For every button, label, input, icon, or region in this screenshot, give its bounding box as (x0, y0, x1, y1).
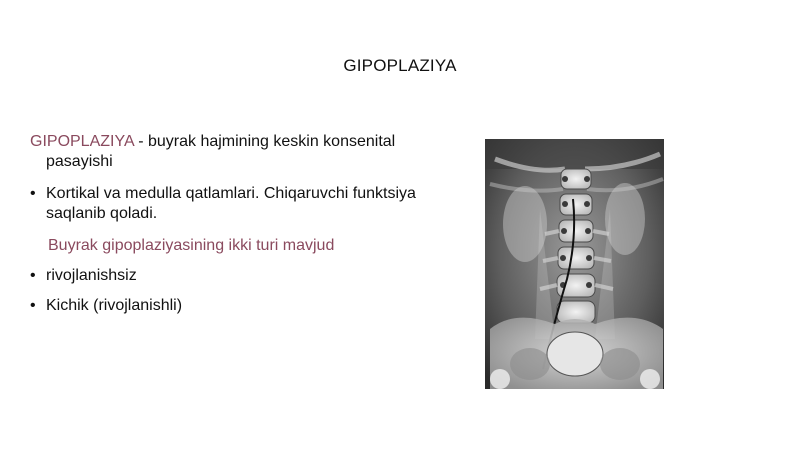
bullet-dot: • (30, 297, 36, 314)
subheading: Buyrak gipoplaziyasining ikki turi mavjud (48, 237, 335, 254)
bullet-dot: • (30, 185, 36, 202)
bullet-text: Kortikal va medulla qatlamlari. Chiqaruvchi funktsiya saqlanib qoladi. (46, 185, 416, 222)
definition-text: - buyrak hajmining keskin konsenital (133, 133, 396, 150)
definition-paragraph (30, 132, 395, 172)
bullet-text: rivojlanishsiz (46, 267, 137, 284)
definition-text-continued: pasayishi (46, 153, 113, 170)
bullet-dot: • (30, 267, 36, 284)
bullet-item (30, 184, 466, 224)
definition-term: GIPOPLAZIYA (30, 133, 134, 150)
slide-title: GIPOPLAZIYA (343, 56, 457, 75)
bullet-item (30, 296, 466, 316)
xray-image (485, 139, 664, 389)
bullet-text: Kichik (rivojlanishli) (46, 297, 183, 314)
bullet-item (30, 266, 466, 286)
